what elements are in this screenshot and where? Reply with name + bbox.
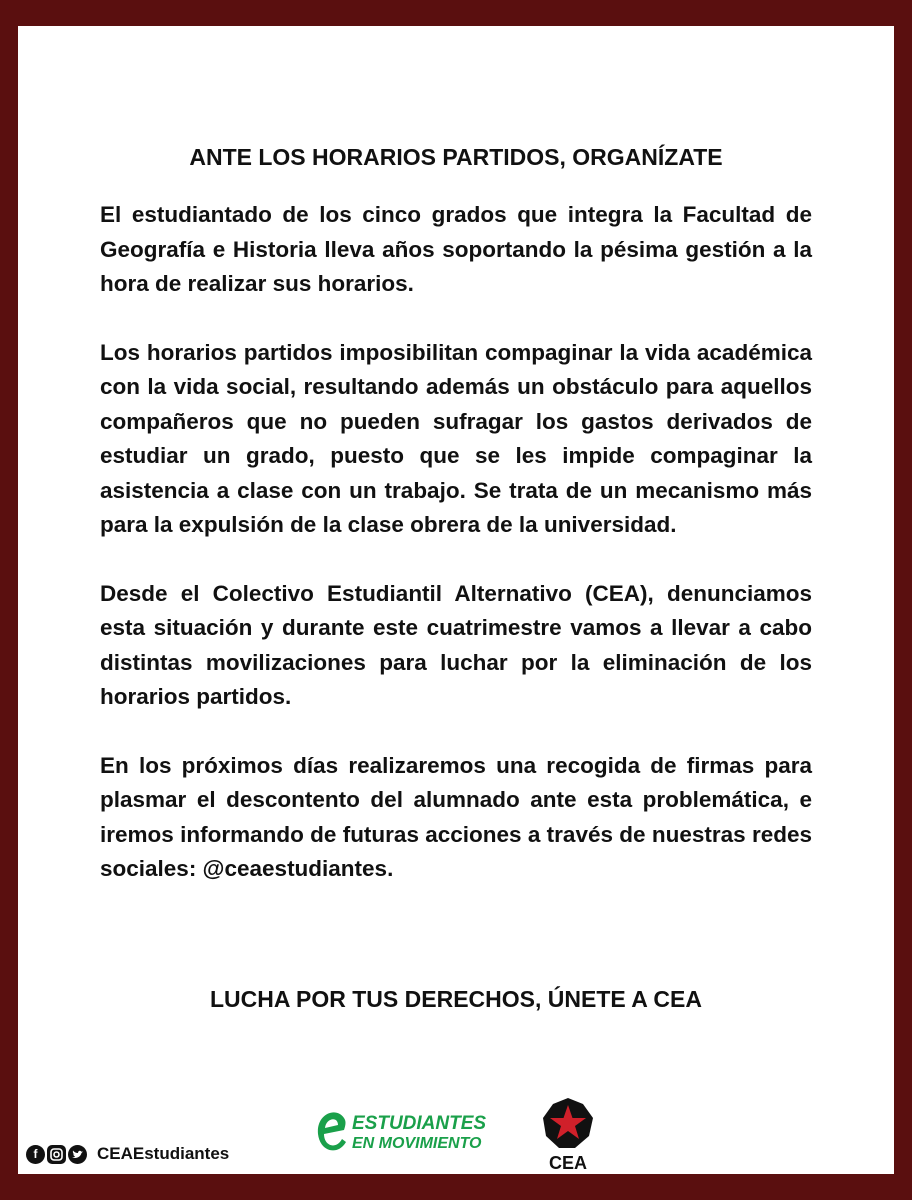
em-logo-line1: ESTUDIANTES: [352, 1113, 487, 1134]
twitter-icon[interactable]: [68, 1145, 87, 1164]
paragraph-2: Los horarios partidos imposibilitan compaginar la vida académica con la vida social, resultando además un obstáculo para aquellos compañeros que no pueden sufragar los gastos derivados de estudiar un grado, puesto que se les impide compaginar la asistencia a clase con un trabajo. Se trata de un mecanismo más para la expulsión de la clase obrera de la universidad.: [100, 339, 812, 537]
paragraph-3: Desde el Colectivo Estudiantil Alternativo (CEA), denunciamos esta situación y durante este cuatrimestre vamos a llevar a cabo distintas movilizaciones para luchar por la eliminación de los horarios partidos.: [100, 580, 812, 709]
poster-body: [100, 198, 812, 921]
social-handle[interactable]: CEAEstudiantes: [97, 1144, 230, 1163]
estudiantes-en-movimiento-logo: [314, 1108, 486, 1156]
instagram-icon[interactable]: [47, 1145, 66, 1164]
paragraph-1: El estudiantado de los cinco grados que integra la Facultad de Geografía e Historia lleva años soportando la pésima gestión a la hora de realizar sus horarios.: [100, 202, 812, 296]
poster-sheet: [18, 26, 894, 1174]
cea-logo: [538, 1096, 598, 1174]
paragraph-4: En los próximos días realizaremos una recogida de firmas para plasmar el descontento del alumnado ante esta problemática, e iremos informando de futuras acciones a través de nuestras redes sociales: @ceaestudiantes.: [100, 752, 812, 881]
em-logo-line2: EN MOVIMIENTO: [352, 1135, 482, 1152]
poster-title: ANTE LOS HORARIOS PARTIDOS, ORGANÍZATE: [189, 144, 723, 170]
social-footer: [26, 1144, 229, 1164]
em-e-logo-icon: [314, 1108, 350, 1156]
cea-logo-text: CEA: [548, 1153, 587, 1173]
closing-slogan: LUCHA POR TUS DERECHOS, ÚNETE A CEA: [210, 986, 702, 1012]
cea-star-icon: [539, 1096, 597, 1152]
facebook-icon[interactable]: f: [26, 1145, 45, 1164]
